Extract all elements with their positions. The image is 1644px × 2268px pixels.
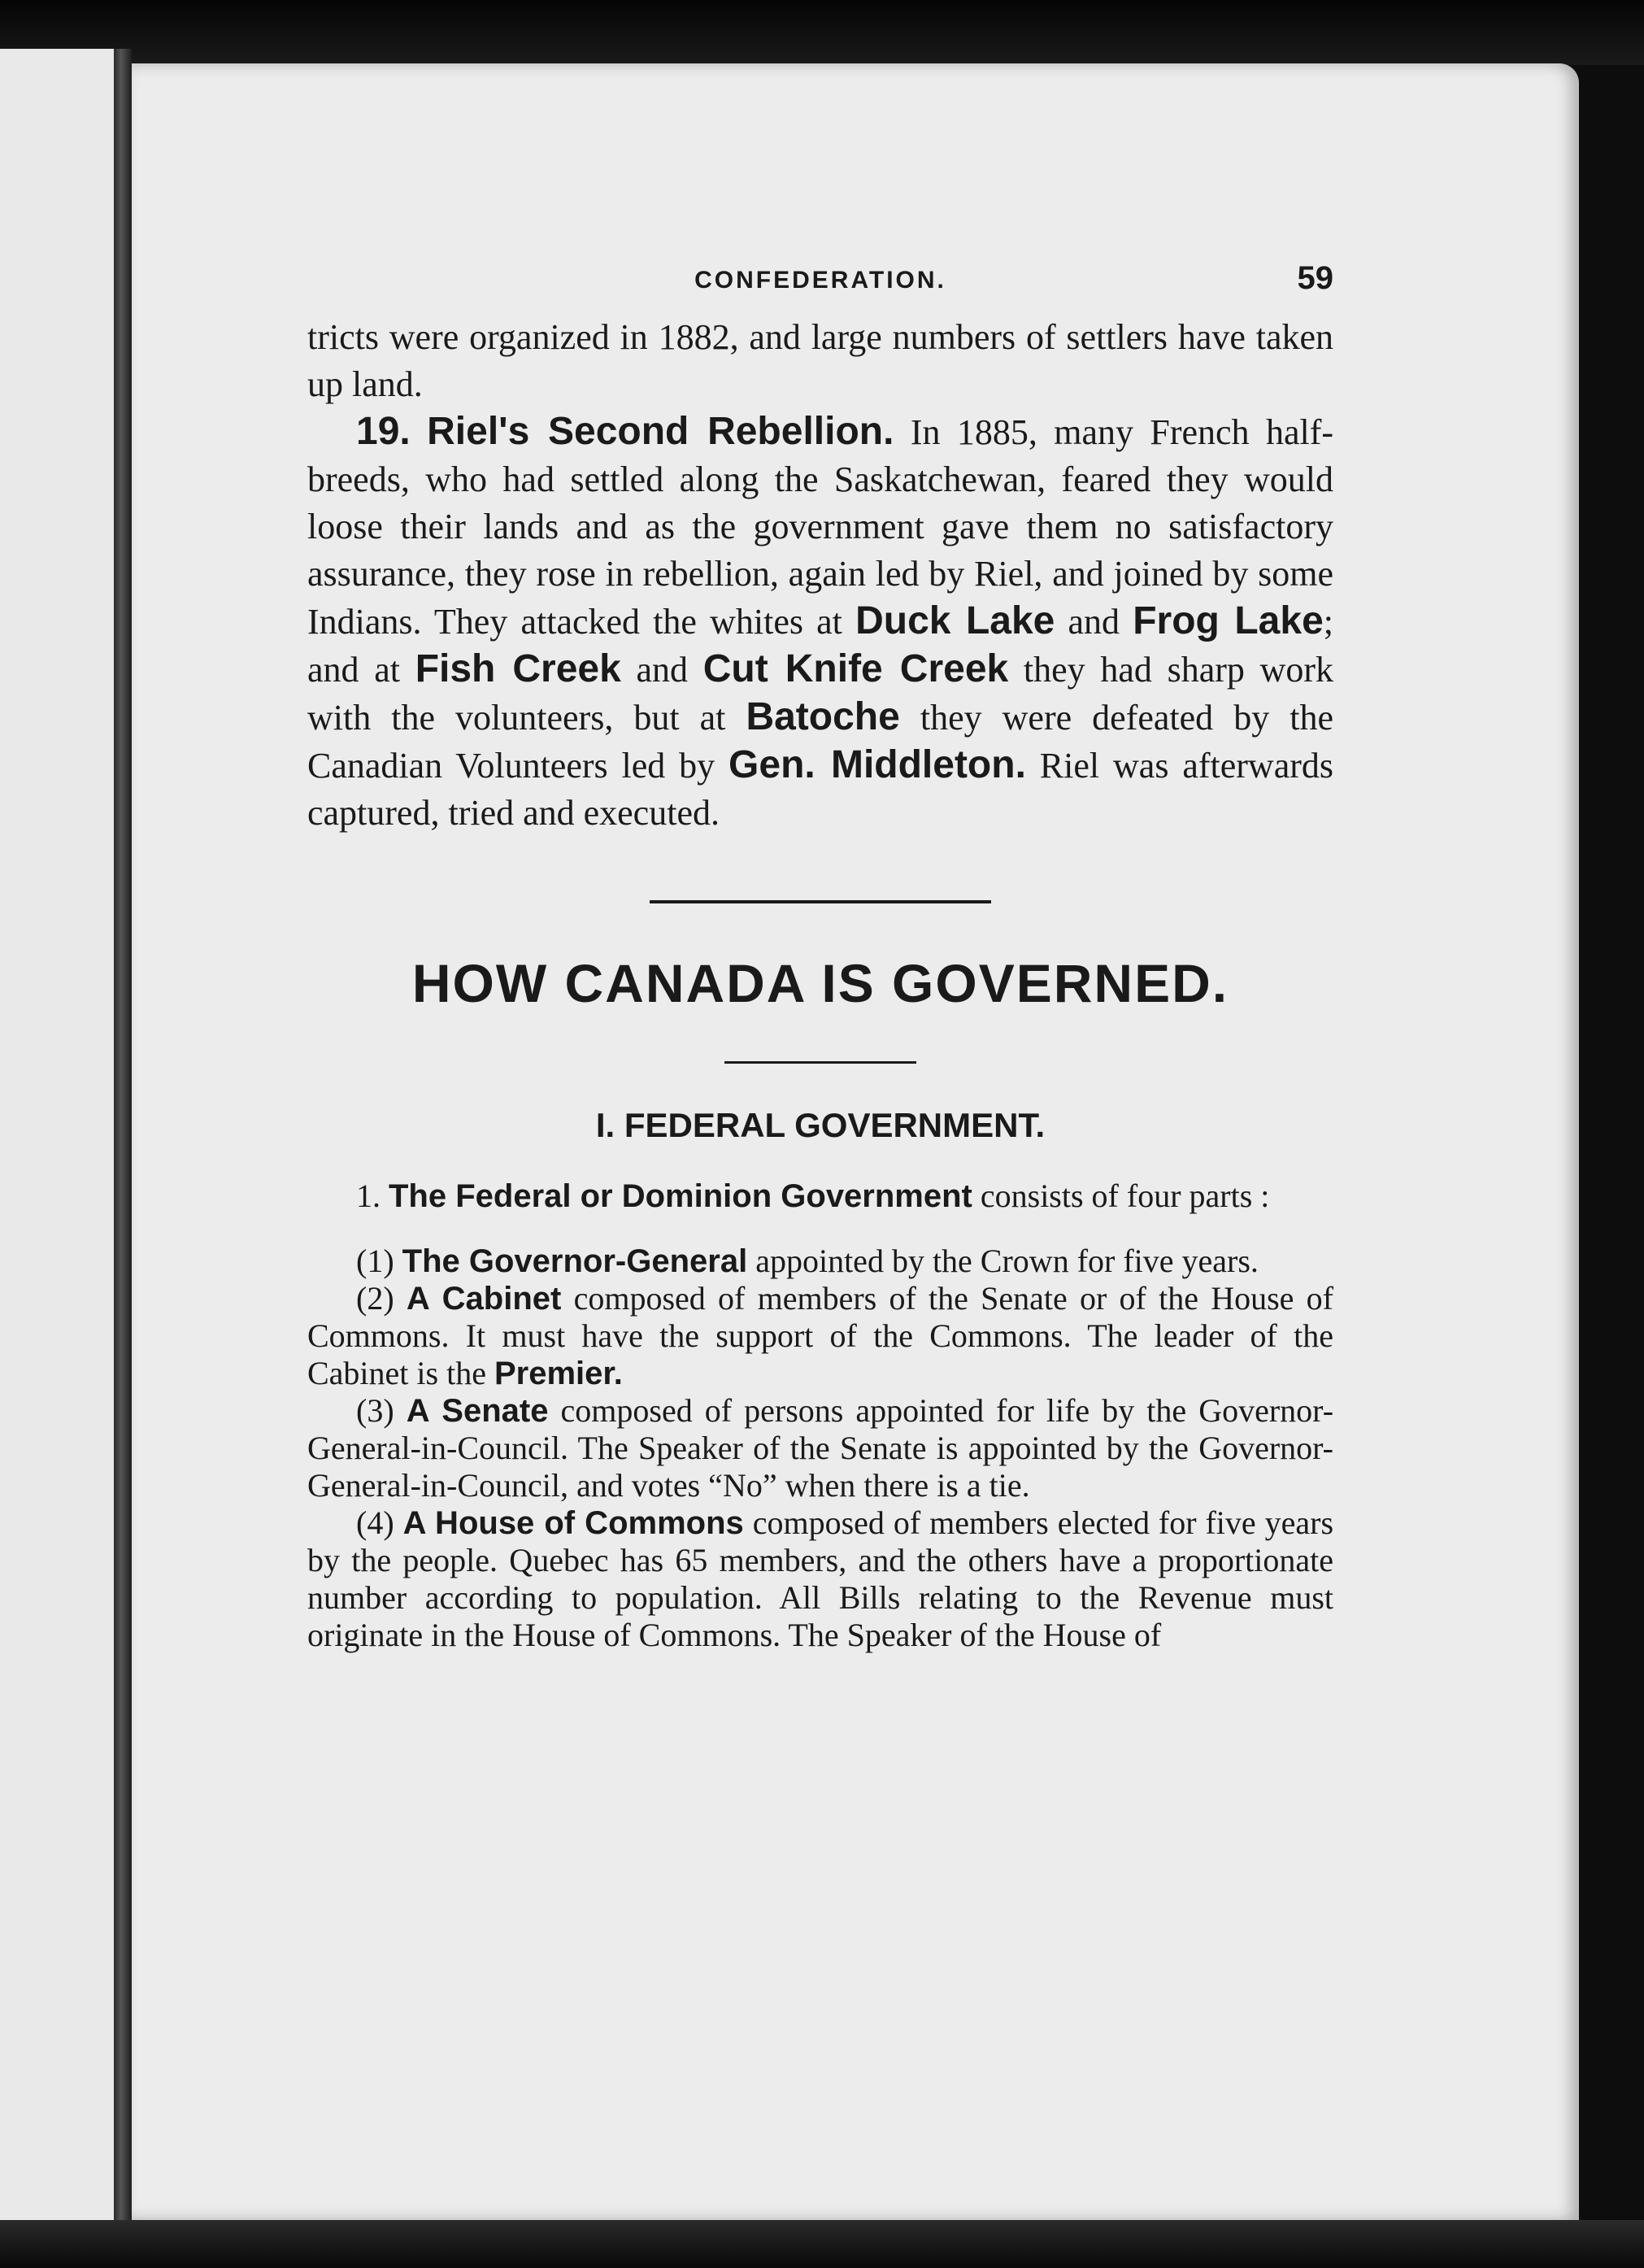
general-name: Gen. Middleton. [728, 743, 1026, 786]
book-binding-edge [114, 49, 132, 2220]
paragraph-text: Riel was afterwards captured, tried and executed. [307, 746, 1333, 833]
continuation-paragraph: tricts were organized in 1882, and large numbers of settlers have taken up land. [307, 317, 1333, 404]
place-name: Fish Creek [415, 647, 621, 690]
item-number: (2) [356, 1280, 394, 1317]
bold-term: A House of Commons [402, 1505, 744, 1541]
page-number: 59 [1297, 260, 1333, 296]
scan-bottom-border [0, 2220, 1644, 2268]
paragraph-text: consists of four parts : [972, 1178, 1270, 1214]
main-heading: HOW CANADA IS GOVERNED. [411, 953, 1229, 1013]
bold-term: The Governor-General [402, 1243, 748, 1279]
paragraph-text: they were defeated by the Canadian Volunteers led by [307, 698, 1333, 786]
item-number: (1) [356, 1243, 394, 1279]
running-header [307, 260, 1333, 309]
paragraph-text: they had sharp work with the volunteers, but at [307, 650, 1334, 738]
place-name: Frog Lake [1133, 599, 1324, 642]
federal-intro [307, 1178, 1333, 1215]
riel-rebellion-paragraph [307, 408, 1333, 837]
bold-term: A Senate [406, 1393, 549, 1429]
place-name: Duck Lake [855, 599, 1055, 642]
place-name: Cut Knife Creek [702, 647, 1009, 690]
section-title: Riel's Second Rebellion. [427, 410, 894, 453]
heading-divider [724, 1061, 916, 1064]
page-content [307, 260, 1333, 1654]
paragraph-text: composed of members elected for five years by the people. Quebec has 65 members, and the others have a proportionate number according to population. All Bills relating to the Revenue must originate in the House of Commons. The Speaker of the House of [307, 1504, 1334, 1653]
section-number: 19. [356, 410, 411, 453]
bold-term: Premier. [494, 1356, 623, 1391]
running-title: CONFEDERATION. [694, 267, 946, 294]
section-heading: I. FEDERAL GOVERNMENT. [595, 1106, 1046, 1144]
paragraph-text: In 1885, many French half-breeds, who had settled along the Saskatchewan, feared they would loose their lands and as the government gave them no satisfactory assurance, they rose in rebellion, again led by Riel, and joined by some Indians. They attacked the whites at [307, 412, 1333, 642]
paragraph-text: and [620, 650, 703, 690]
paragraph-text: appointed by the Crown for five years. [747, 1243, 1259, 1279]
bold-term: The Federal or Dominion Government [389, 1178, 972, 1214]
place-name: Batoche [746, 695, 900, 738]
facing-page-edge [0, 49, 114, 2220]
bold-term: A Cabinet [406, 1281, 562, 1317]
paragraph-text: and [1055, 602, 1133, 642]
list-item-senate [307, 1392, 1333, 1504]
paragraph-text: composed of members of the Senate or of the House of Commons. It must have the support of the Commons. The leader of the Cabinet is the [307, 1280, 1334, 1391]
paragraph-text: composed of persons appointed for life by the Governor-General-in-Council. The Speaker of the Senate is appointed by the Governor-General-in-Council, and votes “No” when there is a tie. [307, 1392, 1334, 1504]
item-number: (3) [356, 1392, 394, 1429]
paragraph-text: ; and at [307, 602, 1333, 690]
list-item-house-of-commons [307, 1504, 1333, 1654]
list-item-governor-general [307, 1243, 1333, 1280]
item-number: 1. [356, 1178, 381, 1214]
scan-top-border [0, 0, 1644, 65]
section-divider [650, 900, 991, 903]
item-number: (4) [356, 1504, 394, 1541]
list-item-cabinet [307, 1280, 1333, 1392]
